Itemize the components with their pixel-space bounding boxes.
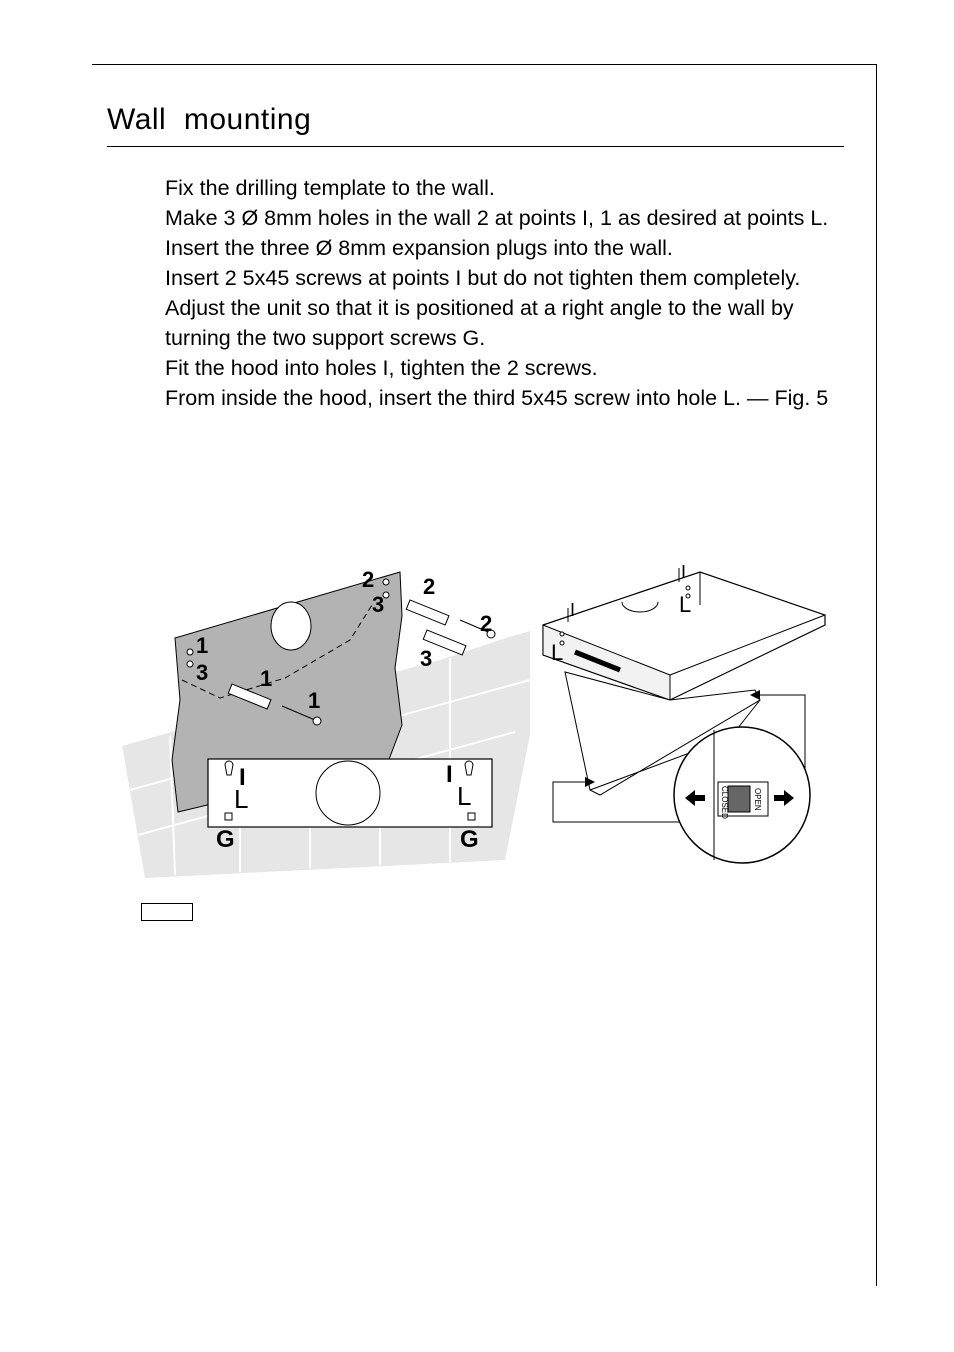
callout-label: 2 <box>362 567 375 592</box>
callout-label: 1 <box>196 633 209 658</box>
instruction-step: Make 3 Ø 8mm holes in the wall 2 at points I, 1 as desired at points L. <box>165 206 829 230</box>
callout-label: 2 <box>480 611 493 636</box>
hood-hole <box>686 586 690 590</box>
page-title: Wall mounting <box>107 103 312 136</box>
callout-label: 3 <box>372 592 385 617</box>
hood-label-l: L <box>551 640 564 665</box>
callout-label: 2 <box>423 574 436 599</box>
wall-drilling-diagram <box>122 567 530 878</box>
support-screw-marker <box>225 813 232 820</box>
switch-open-label: OPEN <box>753 788 762 811</box>
drill-hole <box>187 649 193 655</box>
instruction-step: Insert 2 5x45 screws at points I but do not tighten them completely. <box>165 266 801 290</box>
keyhole-icon <box>465 761 473 775</box>
hood-label-i: I <box>681 562 687 582</box>
keyhole-icon <box>225 761 233 775</box>
hood-label-i: I <box>570 600 576 620</box>
duct-hole <box>271 602 311 650</box>
instruction-step: Fit the hood into holes I, tighten the 2 screws. <box>165 356 598 380</box>
hood-diagram <box>543 562 825 863</box>
callout-label: 3 <box>196 660 209 685</box>
template-label-i: I <box>446 761 453 788</box>
template-label-l: L <box>234 784 249 814</box>
switch-closed-label: CLOSED <box>720 786 729 819</box>
instruction-step: Fix the drilling template to the wall. <box>165 176 495 200</box>
instruction-list <box>165 173 855 413</box>
title-underline <box>107 146 844 147</box>
instruction-step: Adjust the unit so that it is positioned at a right angle to the wall by turning the two support screws G. <box>165 296 794 350</box>
hood-hole <box>560 632 564 636</box>
callout-label: 3 <box>420 646 433 671</box>
drill-hole <box>187 661 193 667</box>
page-border-top <box>92 64 877 65</box>
support-screw-marker <box>468 813 475 820</box>
template-label-g: G <box>460 826 479 853</box>
template-hole <box>316 761 380 825</box>
template-label-g: G <box>216 826 235 853</box>
mounting-illustration <box>110 560 830 890</box>
template-label-l: L <box>457 781 472 811</box>
callout-label: 1 <box>308 688 321 713</box>
template-label-i: I <box>239 764 246 791</box>
hood-label-l: L <box>679 592 692 617</box>
page-border-right <box>876 64 877 1286</box>
instruction-step: From inside the hood, insert the third 5x45 screw into hole L. — Fig. 5 <box>165 386 829 410</box>
switch-knob <box>728 786 750 812</box>
figure-caption-box <box>141 903 193 921</box>
instruction-step: Insert the three Ø 8mm expansion plugs into the wall. <box>165 236 673 260</box>
drill-hole <box>383 579 389 585</box>
callout-label: 1 <box>260 666 273 691</box>
